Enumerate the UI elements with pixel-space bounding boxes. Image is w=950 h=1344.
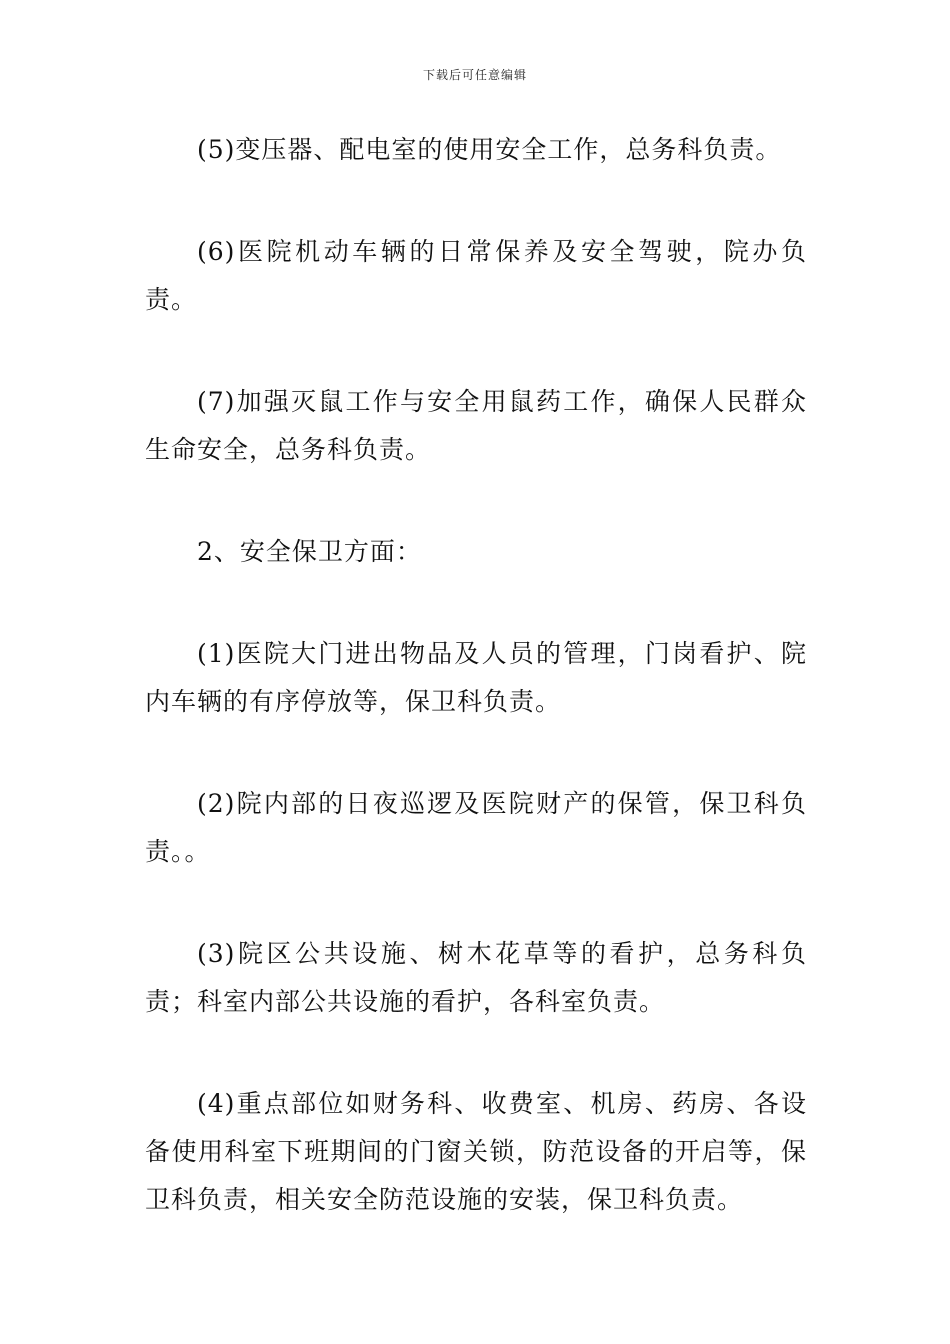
page-header: 下载后可任意编辑 <box>422 68 527 82</box>
paragraph-item-1: (1)医院大门进出物品及人员的管理，门岗看护、院内车辆的有序停放等，保卫科负责。 <box>145 639 807 716</box>
paragraph-item-5: (5)变压器、配电室的使用安全工作，总务科负责。 <box>197 135 782 164</box>
paragraph-item-4: (4)重点部位如财务科、收费室、机房、药房、各设备使用科室下班期间的门窗关锁，防范设备的开启等，保卫科负责，相关安全防范设施的安装，保卫科负责。 <box>145 1089 807 1214</box>
paragraph-item-7: (7)加强灭鼠工作与安全用鼠药工作，确保人民群众生命安全，总务科负责。 <box>145 387 807 464</box>
paragraph-item-6: (6)医院机动车辆的日常保养及安全驾驶，院办负责。 <box>145 237 807 314</box>
section-heading-security: 2、安全保卫方面： <box>197 537 422 566</box>
paragraph-item-2: (2)院内部的日夜巡逻及医院财产的保管，保卫科负责。。 <box>145 789 807 866</box>
document-body <box>145 126 807 1278</box>
paragraph-item-3: (3)院区公共设施、树木花草等的看护，总务科负责；科室内部公共设施的看护，各科室负责。 <box>145 939 807 1016</box>
